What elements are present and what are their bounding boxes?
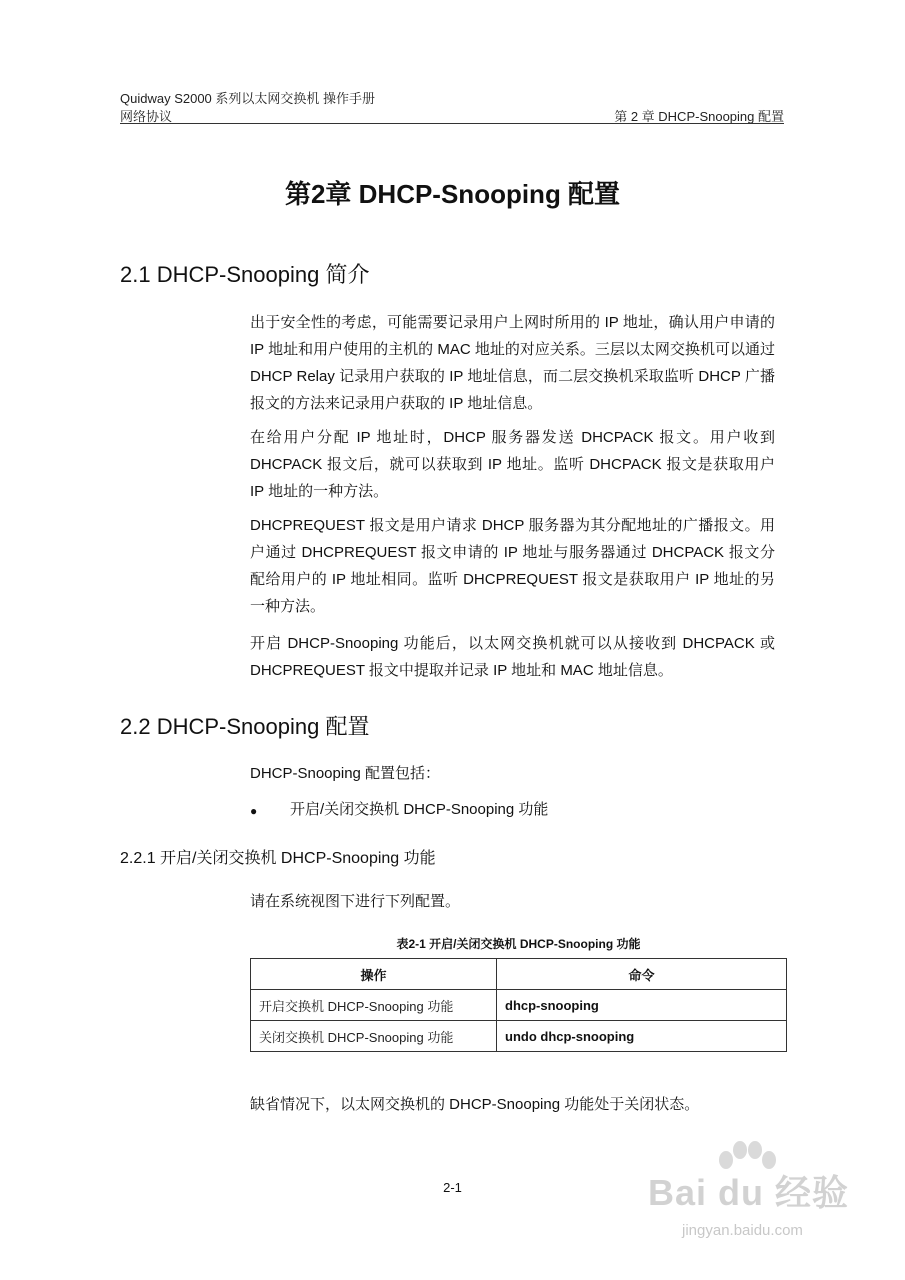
- subsection-intro: 请在系统视图下进行下列配置。: [250, 893, 461, 910]
- default-state-note: 缺省情况下，以太网交换机的 DHCP-Snooping 功能处于关闭状态。: [250, 1096, 700, 1113]
- table-cell-command: undo dhcp-snooping: [497, 1021, 787, 1052]
- section-2-2-title: 2.2 DHCP-Snooping 配置: [120, 714, 370, 739]
- header-manual-title: Quidway S2000 系列以太网交换机 操作手册: [120, 91, 376, 106]
- command-table: [250, 958, 787, 1052]
- section-2-2-intro: DHCP-Snooping 配置包括：: [250, 765, 441, 782]
- section-2-1-paragraph-2: 在给用户分配 IP 地址时，DHCP 服务器发送 DHCPACK 报文。用户收到 DHCPACK 报文后，就可以获取到 IP 地址。监听 DHCPACK 报文是获取用户 IP 地址的一种方法。: [250, 429, 775, 500]
- subsection-2-2-1-title: 2.2.1 开启/关闭交换机 DHCP-Snooping 功能: [120, 850, 436, 867]
- table-cell-operation: 开启交换机 DHCP-Snooping 功能: [251, 990, 497, 1021]
- bullet-marker: ●: [250, 804, 258, 818]
- watermark-url: jingyan.baidu.com: [682, 1222, 803, 1239]
- section-2-1-paragraph-4: 开启 DHCP-Snooping 功能后，以太网交换机就可以从接收到 DHCPACK 或 DHCPREQUEST 报文中提取并记录 IP 地址和 MAC 地址信息。: [250, 635, 775, 679]
- table-cell-command: dhcp-snooping: [497, 990, 787, 1021]
- section-2-1-paragraph-3: DHCPREQUEST 报文是用户请求 DHCP 服务器为其分配地址的广播报文。用户通过 DHCPREQUEST 报文申请的 IP 地址与服务器通过 DHCPACK 报文分配给用户的 IP 地址相同。监听 DHCPREQUEST 报文是获取用户 IP 地址的另一种方法。: [250, 517, 775, 615]
- watermark-brand: Bai du 经验: [648, 1172, 850, 1213]
- section-2-1-paragraph-1: 出于安全性的考虑，可能需要记录用户上网时所用的 IP 地址，确认用户申请的 IP 地址和用户使用的主机的 MAC 地址的对应关系。三层以太网交换机可以通过 DHCP Relay 记录用户获取的 IP 地址信息，而二层交换机采取监听 DHCP 广播报文的方法来记录用户获取的 IP 地址信息。: [250, 314, 775, 412]
- page-number: 2-1: [443, 1180, 462, 1195]
- table-row: [251, 1021, 787, 1052]
- chapter-title: 第2章 DHCP-Snooping 配置: [284, 179, 621, 209]
- table-caption: 表2-1 开启/关闭交换机 DHCP-Snooping 功能: [396, 937, 641, 951]
- header-section-name: 网络协议: [120, 109, 173, 124]
- table-header-operation: 操作: [251, 959, 497, 990]
- section-2-1-title: 2.1 DHCP-Snooping 简介: [120, 262, 370, 287]
- table-header-command: 命令: [497, 959, 787, 990]
- bullet-item: 开启/关闭交换机 DHCP-Snooping 功能: [290, 801, 549, 818]
- table-row: [251, 990, 787, 1021]
- table-cell-operation: 关闭交换机 DHCP-Snooping 功能: [251, 1021, 497, 1052]
- header-chapter-ref: 第 2 章 DHCP-Snooping 配置: [614, 109, 784, 124]
- header-divider: [120, 123, 784, 124]
- table-header-row: [251, 959, 787, 990]
